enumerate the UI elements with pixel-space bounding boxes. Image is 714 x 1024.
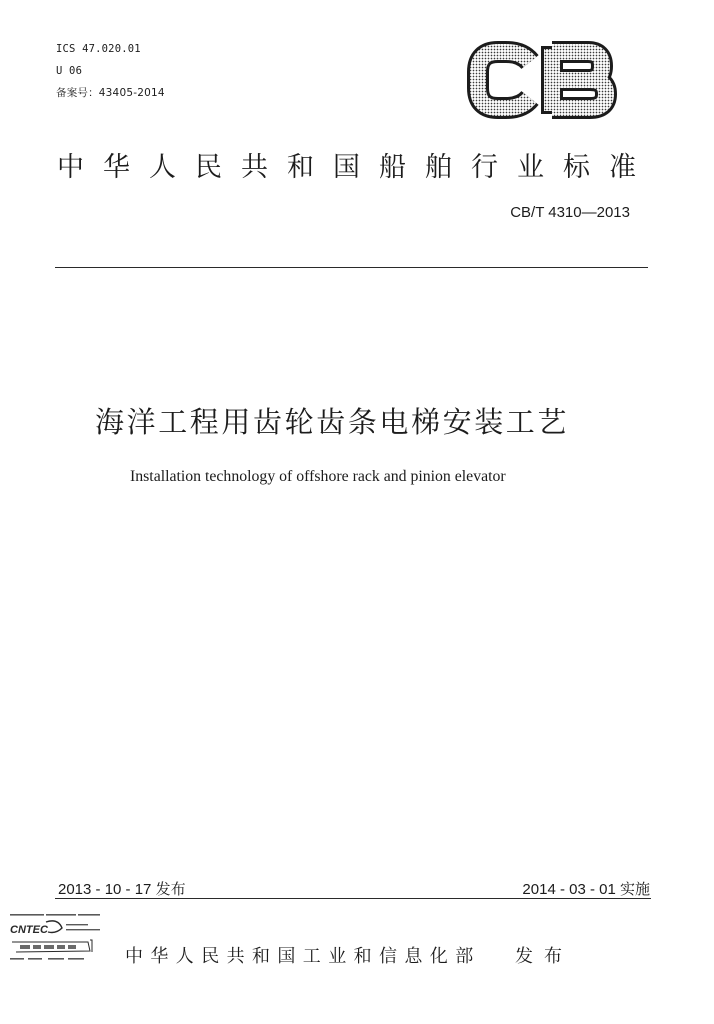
standard-code: CB/T 4310—2013 xyxy=(510,204,630,221)
standard-type-heading: 中华人民共和国船舶行业标准 xyxy=(57,152,655,183)
issuing-authority: 中华人民共和国工业和信息化部 xyxy=(125,946,481,967)
bottom-divider xyxy=(55,898,651,899)
logo-letter-b xyxy=(552,46,606,114)
ccs-code: U 06 xyxy=(56,65,83,77)
issue-date: 2013 - 10 - 17 发布 xyxy=(58,881,186,898)
stamp-mark: CNTEC xyxy=(10,924,48,936)
logo-letter-c xyxy=(478,52,530,108)
record-number: 备案号：43405-2014 xyxy=(56,87,165,99)
ics-code: ICS 47.020.01 xyxy=(56,43,141,55)
document-title-english: Installation technology of offshore rack and pinion elevator xyxy=(130,468,506,485)
top-divider xyxy=(55,267,648,268)
effective-date: 2014 - 03 - 01 实施 xyxy=(522,881,650,898)
cb-logo-icon xyxy=(460,36,620,126)
issuing-action: 发布 xyxy=(515,946,573,967)
document-title-chinese: 海洋工程用齿轮齿条电梯安装工艺 xyxy=(95,405,570,439)
library-stamp-icon xyxy=(6,908,110,970)
